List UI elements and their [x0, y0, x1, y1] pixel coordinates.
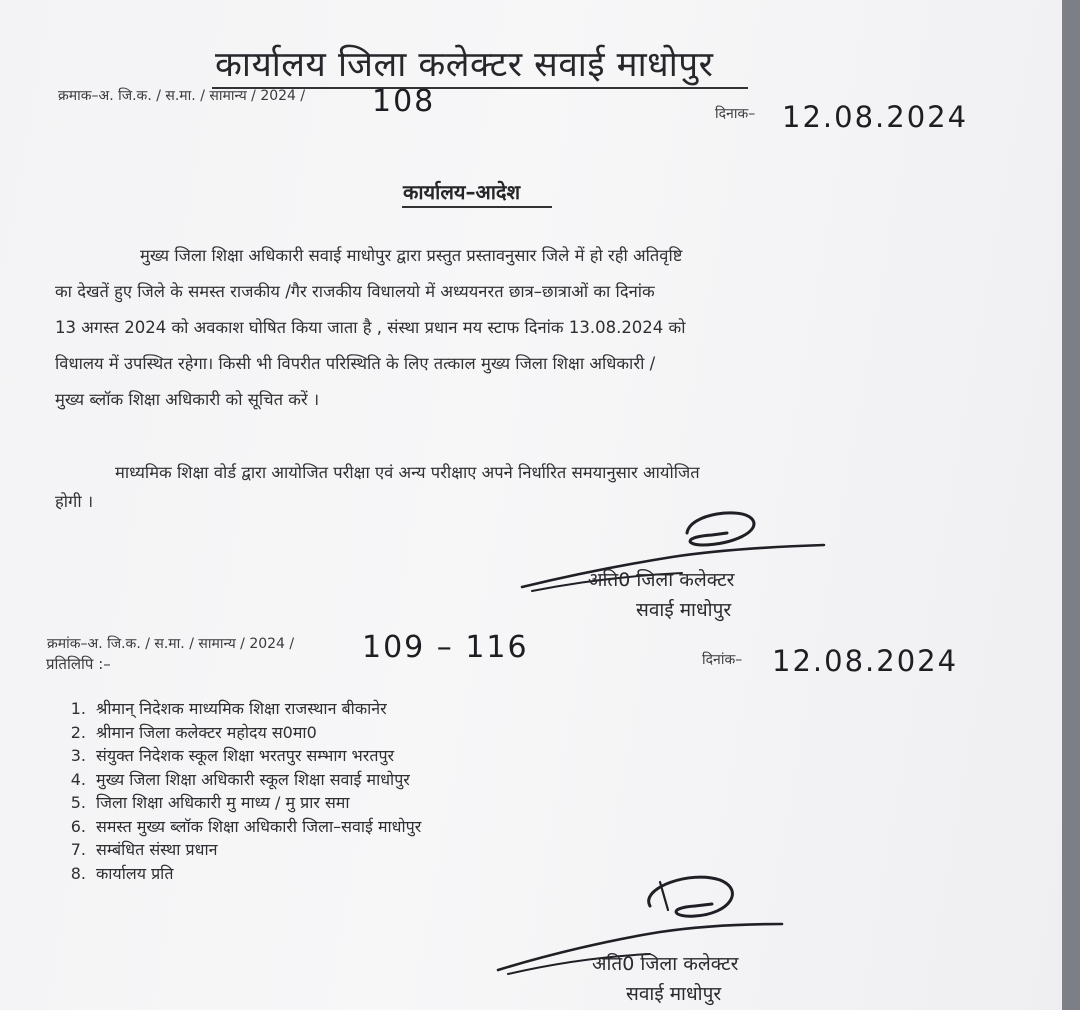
order-date-label: दिनाक– [715, 106, 756, 122]
paragraph1-line-3: 13 अगस्त 2024 को अवकाश घोषित किया जाता है , संस्था प्रधान मय स्टाफ दिनांक 13.08.2024 को [55, 318, 686, 337]
copy-ref-number: 109 – 116 [362, 630, 529, 665]
order-heading: कार्यालय–आदेश [403, 180, 521, 204]
document-title: कार्यालय जिला कलेक्टर सवाई माधोपुर [215, 45, 714, 85]
paragraph2-line-1: माध्यमिक शिक्षा वोर्ड द्वारा आयोजित परीक्षा एवं अन्य परीक्षाए अपने निर्धारित समयानुसार आयोजित [115, 463, 700, 482]
paragraph1-line-2: का देखतें हुए जिले के समस्त राजकीय /गैर राजकीय विधालयो में अध्ययनरत छात्र–छात्राओं का दिनांक [55, 282, 655, 301]
list-item: 6. समस्त मुख्य ब्लॉक शिक्षा अधिकारी जिला–सवाई माधोपुर [70, 816, 422, 836]
signature-1-designation: अति0 जिला कलेक्टर [588, 569, 735, 591]
order-date-value: 12.08.2024 [782, 100, 969, 134]
signature-2-designation: अति0 जिला कलेक्टर [592, 953, 739, 975]
list-item: 8. कार्यालय प्रति [70, 863, 174, 883]
list-item: 7. सम्बंधित संस्था प्रधान [70, 840, 218, 859]
signature-1-place: सवाई माधोपुर [636, 599, 732, 621]
order-ref-prefix: क्रमाक–अ. जि.क. / स.मा. / सामान्य / 2024 / [58, 88, 306, 104]
paragraph2-line-2: होगी । [55, 492, 94, 511]
paragraph1-line-4: विधालय में उपस्थित रहेगा। किसी भी विपरीत परिस्थिति के लिए तत्काल मुख्य जिला शिक्षा अधिकारी / [55, 354, 656, 373]
paragraph1-line-5: मुख्य ब्लॉक शिक्षा अधिकारी को सूचित करें । [55, 390, 320, 409]
list-item: 5. जिला शिक्षा अधिकारी मु माध्य / मु प्रार समा [70, 793, 350, 812]
paragraph1-line-1: मुख्य जिला शिक्षा अधिकारी सवाई माधोपुर द्वारा प्रस्तुत प्रस्तावनुसार जिले में हो रही अतिवृष्टि [140, 246, 683, 265]
copy-label: प्रतिलिपि :– [46, 655, 111, 673]
copy-list [60, 697, 421, 885]
list-item: 4. मुख्य जिला शिक्षा अधिकारी स्कूल शिक्षा सवाई माधोपुर [70, 769, 410, 789]
copy-date-label: दिनांक– [702, 652, 743, 668]
order-ref-number: 108 [372, 84, 436, 119]
copy-date-value: 12.08.2024 [772, 644, 959, 678]
list-item: 3. संयुक्त निदेशक स्कूल शिक्षा भरतपुर सम्भाग भरतपुर [70, 746, 395, 765]
list-item: 2. श्रीमान जिला कलेक्टर महोदय स0मा0 [70, 722, 317, 742]
signature-2-place: सवाई माधोपुर [626, 983, 722, 1005]
heading-underline [402, 206, 552, 208]
list-item: 1. श्रीमान् निदेशक माध्यमिक शिक्षा राजस्थान बीकानेर [70, 699, 387, 718]
copy-ref-prefix: क्रमांक–अ. जि.क. / स.मा. / सामान्य / 2024 / [47, 636, 295, 652]
